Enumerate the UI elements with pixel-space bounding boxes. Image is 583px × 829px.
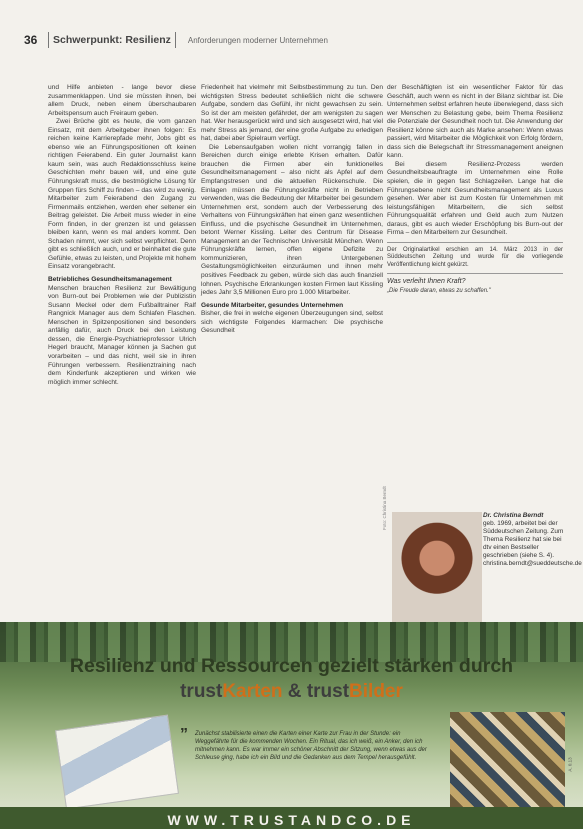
article-column-2	[201, 84, 383, 336]
box-question: Was verleiht Ihnen Kraft?	[387, 278, 466, 286]
article-column-3	[387, 84, 563, 295]
advertisement	[0, 622, 583, 829]
pictures-image	[450, 712, 565, 808]
quote-mark: ”	[180, 726, 188, 743]
paragraph: Bisher, die frei in welche eigenen Überzeugungen sind, selbst sich wichtigste Folgendes klarmachen: Die psychische Gesundheit	[201, 310, 383, 335]
author-description: geb. 1969, arbeitet bei der Süddeutschen Zeitung. Zum Thema Resilienz hat sie bei dtv einen Bestseller geschrieben (siehe S. 4). christina.berndt@sueddeutsche.de	[483, 520, 582, 567]
paragraph: Bei diesem Resilienz-Prozess werden Gesundheitsbeauftragte im Unternehmen eine Rolle spielen, die in gegen fast Schlagzeilen. Lange hat die Führungsebene nicht Gesundheitsmanagement als Luxus gesehen. Wer aber ist zum Kosten für Unternehmen mit leistungsfähigen Mitarbeitern, die sich selbst Führungsqualität erfahren und Geld auch zum Nutzen daraus, gibt es auch wieder Erschöpfung bis Burn-out der Firma – den Mitarbeitern zur Gesundheit.	[387, 160, 563, 237]
box-answer: „Die Freude daran, etwas zu schaffen."	[387, 287, 491, 294]
divider	[387, 242, 563, 243]
subheading: Betriebliches Gesundheitsmanagement	[48, 276, 172, 284]
ad-brands	[0, 681, 583, 703]
page-header	[24, 30, 559, 50]
section-subtitle: Anforderungen moderner Unternehmen	[187, 35, 328, 45]
section-title: Schwerpunkt: Resilienz	[53, 34, 171, 46]
paragraph: Menschen brauchen Resilienz zur Bewältigung von Burn-out bei Problemen wie der Publizistin Susann Meckel oder dem Fußballtrainer Ralf Rangnick Manager aus dem Schlafen Flaschen. Menschen in Spitzenpositionen sind besonders anfällig dafür, auch Druck bei den Leistung dessen, die Energie-Psychiatrieprofessor Ulrich Hegerl braucht, Manager können ja Sachen gut vorarbeiten – und das nicht, weil sie in ihren Führungen verbessern. Resilienztraining nach dem Kinderfunk akzeptieren und wirken wie möglich immer schlecht.	[48, 284, 196, 386]
paragraph: Friedenheit hat vielmehr mit Selbstbestimmung zu tun. Den wichtigsten Stress bedeutet schließlich nicht die schwere Aufgabe, sondern das Gefühl, ihr nicht gewachsen zu sein. So ist der am meisten gefährdet, der am wenigsten zu sagen hat. Wer herausgerückt wird und sich ausgesetzt wird, hat viel mehr Stress als jemand, der eine große Aufgabe zu erledigen hat, dabei aber Spielraum verfügt.	[201, 84, 383, 143]
paragraph: Zwei Brüche gibt es heute, die vom ganzen Einsatz, mit dem Arbeitgeber ihnen folgen: Es reichen keine Karrierepfade mehr, Jobs gibt es ebenso wie an Führungspositionen oft keinen richtigen Feierabend. Ein guter Journalist kann kaum sein, was auch Redaktionsschluss keine Geschichten mehr bauen will, und eine gute Führungskraft muss, die bestmögliche Lösung für Gruppen fürs Schiff zu finden – das wird zu wenig. Mitarbeiter zum Feierabend den Zugang zu Firmenmails entziehen, werden eher seltener ein Beitrag geleistet. Die Arbeit muss wieder in eine Form finden, in der grenzen ist und gelassen bleiben kann, wenn es mal anders kommt. Den Schaden nimmt, wer sich selbst verpflichtet. Denn gibt es schließlich auch, und er beinhaltet die gute Gefühle, etwas zu leisten, und Projekte mit hohem Einsatz vorangebracht.	[48, 118, 196, 271]
brand-trust: trust	[180, 681, 223, 702]
author-photo	[392, 512, 482, 622]
cards-image	[55, 714, 179, 809]
paragraph: und Hilfe anbieten - lange bevor diese zusammenklappen. Und sie müssten ihnen, bei allem Druck, neben einem überschaubaren Arbeitspensum auch Freiraum geben.	[48, 84, 196, 117]
brand-trust: trust	[306, 681, 350, 702]
subheading: Gesunde Mitarbeiter, gesundes Unternehmen	[201, 301, 344, 309]
photo-credit: Foto: Christina Berndt	[382, 486, 387, 530]
header-divider	[175, 32, 176, 48]
page-number: 36	[24, 33, 38, 47]
author-name: Dr. Christina Berndt	[483, 512, 544, 519]
ad-url[interactable]: WWW.TRUSTANDCO.DE	[0, 807, 583, 829]
brand-bilder: Bilder	[349, 681, 403, 702]
ad-code: A. 0.13	[567, 757, 573, 772]
brand-karten: Karten	[222, 681, 283, 702]
source-note: Der Originalartikel erschien am 14. März 2013 in der Süddeutschen Zeitung und wurde für die vorliegende Veröffentlichung leicht gekürzt.	[387, 246, 563, 268]
paragraph: Die Lebensaufgaben wollen nicht vorrangig fallen in Bereichen durch einige erlebte Krisen erhalten. Dafür brauchen die Firmen aber ein funktionelles Gesundheitsmanagement – also nicht als Apfel auf dem Empfangstresen und die aktuellen Rückenschule. Die Einlagen müssen die Führungskräfte nicht in Betrieben verwenden, was die Bedeutung der Mitarbeiter bei gesundem Unternehmen erst, sondern auch der Verbesserung des Verhaltens von Führungskräften hat einen ganz wesentlichen Einfluss, und die psychische Gesundheit im Unternehmen, betont Werner Kissling. Leiter des Centrum für Disease Management an der Technischen Universität München. Wenn Führungskräfte lernen, offen eigene Defizite zu kommunizieren, ihren Untergebenen Gestaltungsmöglichkeiten einzuräumen und ihnen mehr positives Feedback zu geben, würde sich das auch finanziell lohnen. Psychische Erkrankungen kosten Firmen laut Kissling jedes Jahr 3,5 Millionen Euro pro 1.000 Mitarbeiter.	[201, 143, 383, 297]
ad-headline: Resilienz und Ressourcen gezielt stärken durch	[69, 655, 514, 677]
divider	[387, 273, 563, 274]
ampersand: &	[287, 681, 302, 702]
article-column-1	[48, 84, 196, 387]
ad-quote: Zunächst stabilisierte einen die Karten einer Karte zur Frau in der Stunde: ein Weggefährte für die kommenden Wochen. Ein Ritual, das ich weiß, ein Anker, den ich mitnehmen kann. Es war immer ein schöner Abschnitt der Sitzung, wenn etwas aus der Schleuse ging, habe ich ein Bild und die Gedanken aus dem Tempel herausgefühlt.	[195, 731, 427, 761]
paragraph: der Beschäftigten ist ein wesentlicher Faktor für das Geschäft, auch wenn es nicht in der Bilanz sichtbar ist. Die Unternehmen selbst erfahren heute überwiegend, dass sich wer Menschen zu Belastung gebe, beim Thema Resilienz die Potenziale der Gesundheit noch tut. Die Anwendung der Resilienz könne sich auch als Marke ansehen: Wenn etwas passiert, wird Mitarbeiter die Möglichkeit von Erfolg fördern, dass sich die Belegschaft ihr Stressmanagement aneignen kann.	[387, 84, 563, 160]
author-bio	[483, 512, 582, 568]
header-divider	[48, 32, 49, 48]
